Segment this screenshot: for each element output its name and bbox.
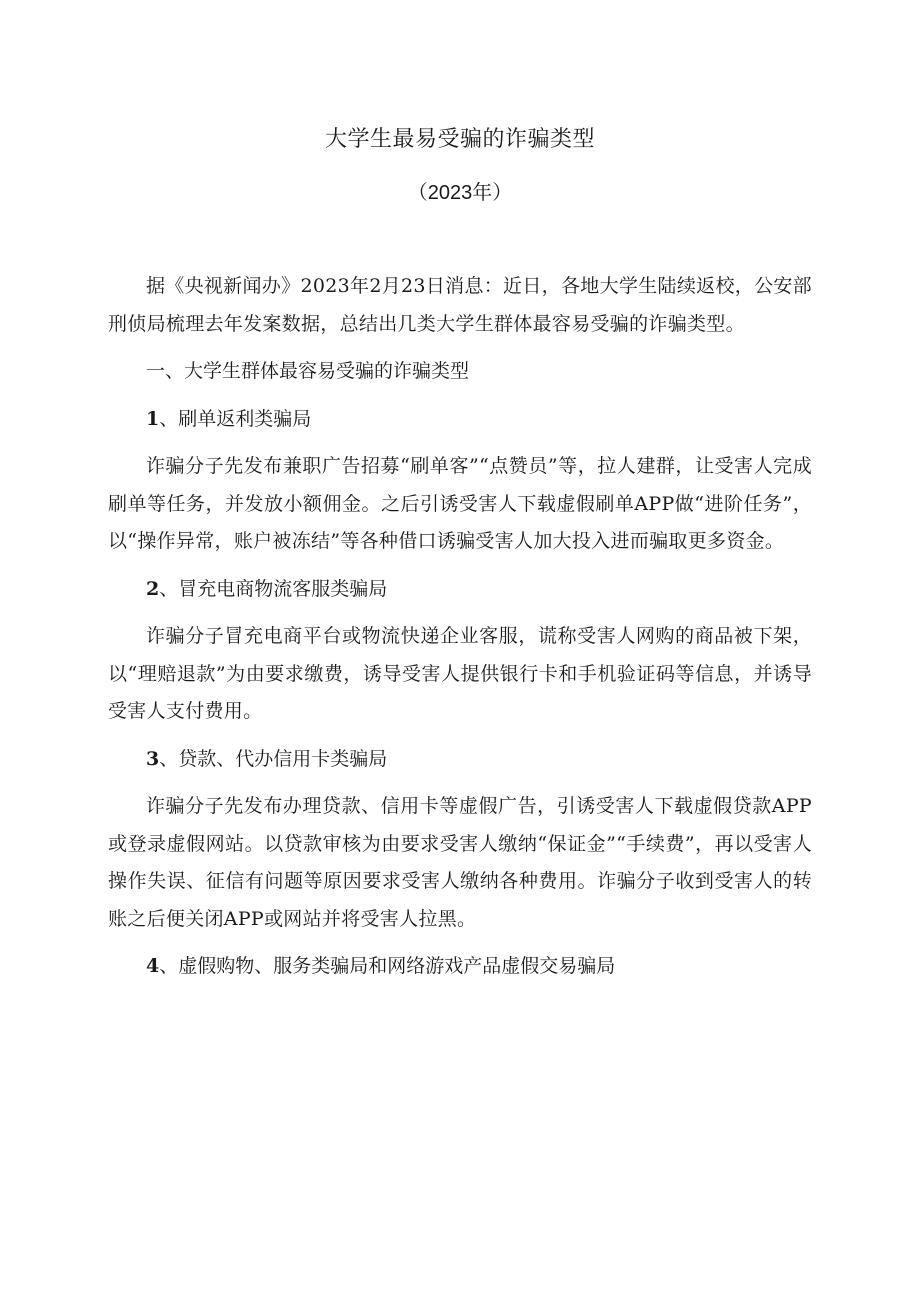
- item-number: 1: [146, 407, 160, 430]
- intro-paragraph: 据《央视新闻办》2023年2月23日消息：近日，各地大学生陆续返校，公安部刑侦局梳理去年发案数据，总结出几类大学生群体最容易受骗的诈骗类型。: [108, 275, 812, 335]
- item-heading: [108, 741, 812, 779]
- item-heading-text: 、贷款、代办信用卡类骗局: [159, 747, 388, 770]
- item-heading-text: 、刷单返利类骗局: [159, 407, 312, 430]
- item-heading: [108, 571, 812, 609]
- item-number: 2: [146, 577, 160, 600]
- document-year: （2023年）: [407, 182, 513, 204]
- item-heading: [108, 948, 812, 986]
- item-paragraph: 诈骗分子先发布兼职广告招募“刷单客”“点赞员”等，拉人建群，让受害人完成刷单等任务，并发放小额佣金。之后引诱受害人下载虚假刷单APP做“进阶任务”，以“操作异常，账户被冻结”等各种借口诱骗受害人加大投入进而骗取更多资金。: [108, 455, 812, 552]
- section-heading: 一、大学生群体最容易受骗的诈骗类型: [146, 360, 470, 382]
- item-paragraph: 诈骗分子先发布办理贷款、信用卡等虚假广告，引诱受害人下载虚假贷款APP或登录虚假网站。以贷款审核为由要求受害人缴纳“保证金”“手续费”，再以受害人操作失误、征信有问题等原因要求受害人缴纳各种费用。诈骗分子收到受害人的转账之后便关闭APP或网站并将受害人拉黑。: [108, 795, 812, 930]
- item-heading-text: 、虚假购物、服务类骗局和网络游戏产品虚假交易骗局: [159, 955, 616, 977]
- item-number: 4: [146, 955, 160, 977]
- item-heading: [108, 401, 812, 439]
- item-paragraph: 诈骗分子冒充电商平台或物流快递企业客服，谎称受害人网购的商品被下架，以“理赔退款”为由要求缴费，诱导受害人提供银行卡和手机验证码等信息，并诱导受害人支付费用。: [108, 625, 812, 722]
- document-title: 大学生最易受骗的诈骗类型: [324, 127, 595, 152]
- item-number: 3: [146, 747, 160, 770]
- document-body: [108, 268, 812, 996]
- item-heading-text: 、冒充电商物流客服类骗局: [159, 577, 388, 600]
